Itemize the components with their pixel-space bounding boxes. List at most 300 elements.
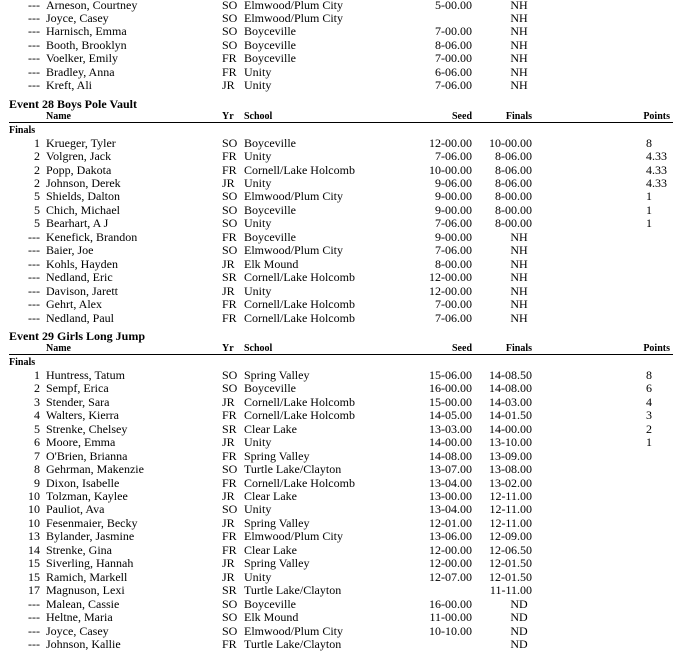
place-cell: --- [28,243,40,258]
school-cell: Unity [244,176,272,190]
seed-mark: 13-04.00 [429,475,472,490]
place-cell: 2 [34,176,40,190]
athlete-name: Ramich, Markell [46,569,128,584]
year-cell: SO [222,596,238,611]
school-cell: Elmwood/Plum City [244,0,344,12]
place-cell: --- [28,297,40,312]
points-cell: 3 [646,408,652,423]
place-cell: 4 [34,408,40,423]
school-cell: Boyceville [244,381,296,396]
athlete-name: Siverling, Hannah [46,556,134,571]
athlete-name: Malean, Cassie [46,596,120,611]
final-mark: NH [510,24,528,39]
seed-mark: 12-00.00 [429,283,472,298]
athlete-name: Stender, Sara [46,394,110,409]
school-cell: Elmwood/Plum City [244,529,344,544]
athlete-name: Bradley, Anna [46,64,115,79]
final-mark: NH [510,256,528,271]
school-cell: Cornell/Lake Holcomb [244,475,355,490]
final-mark: NH [510,78,528,93]
seed-mark: 7-06.00 [435,310,472,325]
points-cell: 8 [646,367,652,382]
final-mark: NH [510,0,528,12]
result-row [0,503,675,517]
final-mark: 8-00.00 [495,216,532,231]
seed-mark: 7-00.00 [435,297,472,312]
athlete-name: Bearhart, A J [46,216,109,231]
final-mark: 13-10.00 [489,435,532,450]
seed-mark: 13-04.00 [429,502,472,517]
final-mark: NH [510,283,528,298]
final-mark: 14-00.00 [489,421,532,436]
place-cell: 8 [34,462,40,477]
seed-mark: 15-00.00 [429,394,472,409]
athlete-name: Joyce, Casey [46,623,109,638]
year-cell: SO [222,502,238,517]
year-cell: SO [222,243,238,258]
final-mark: 13-08.00 [489,462,532,477]
seed-mark: 7-00.00 [435,24,472,39]
year-cell: FR [222,162,237,177]
result-row [0,244,675,258]
school-cell: Unity [244,283,272,298]
school-cell: Boyceville [244,202,296,217]
place-cell: --- [28,64,40,79]
school-cell: Elmwood/Plum City [244,10,344,25]
points-cell: 4.33 [646,162,667,177]
seed-mark: 12-00.00 [429,270,472,285]
place-cell: 14 [28,542,40,557]
final-mark: 13-02.00 [489,475,532,490]
school-cell: Unity [244,149,272,164]
result-row [0,382,675,396]
year-cell: FR [222,448,237,463]
year-cell: SO [222,216,238,231]
year-cell: SO [222,135,238,150]
seed-mark: 12-01.00 [429,515,472,530]
result-row [0,271,675,285]
year-cell: FR [222,297,237,312]
seed-mark: 8-06.00 [435,37,472,52]
school-cell: Boyceville [244,596,296,611]
place-cell: 1 [34,135,40,150]
athlete-name: Volgren, Jack [46,149,112,164]
athlete-name: Sempf, Erica [46,381,109,396]
final-mark: NH [510,51,528,66]
athlete-name: Fesenmaier, Becky [46,515,138,530]
place-cell: --- [28,310,40,325]
final-mark: 8-06.00 [495,176,532,190]
athlete-name: Arneson, Courtney [46,0,138,12]
athlete-name: Strenke, Gina [46,542,112,557]
school-cell: Boyceville [244,51,296,66]
school-cell: Unity [244,64,272,79]
school-cell: Spring Valley [244,367,310,382]
year-cell: JR [222,515,235,530]
result-row [0,217,675,231]
place-cell: --- [28,10,40,25]
place-cell: 3 [34,394,40,409]
seed-mark: 9-00.00 [435,229,472,244]
athlete-name: Johnson, Derek [46,176,121,190]
school-cell: Unity [244,435,272,450]
athlete-name: Huntress, Tatum [46,367,125,382]
place-cell: 10 [28,502,40,517]
seed-mark: 14-05.00 [429,408,472,423]
header-points: Points [643,110,670,122]
school-cell: Clear Lake [244,421,297,436]
athlete-name: Tolzman, Kaylee [46,489,128,503]
athlete-name: Joyce, Casey [46,10,109,25]
final-mark: 8-06.00 [495,162,532,177]
seed-mark: 13-03.00 [429,421,472,436]
year-cell: SO [222,367,238,382]
points-cell: 4.33 [646,149,667,164]
header-rule [9,122,673,123]
year-cell: SO [222,610,238,625]
result-row [0,150,675,164]
school-cell: Spring Valley [244,556,310,571]
place-cell: 6 [34,435,40,450]
final-mark: 8-06.00 [495,149,532,164]
final-mark: 12-11.00 [489,502,532,517]
year-cell: JR [222,394,235,409]
athlete-name: Kenefick, Brandon [46,229,138,244]
year-cell: SO [222,0,238,12]
school-cell: Spring Valley [244,448,310,463]
school-cell: Elk Mound [244,610,299,625]
school-cell: Unity [244,216,272,231]
seed-mark: 13-07.00 [429,462,472,477]
result-row [0,436,675,450]
final-mark: 10-00.00 [489,135,532,150]
place-cell: --- [28,51,40,66]
result-row [0,557,675,571]
final-mark: ND [510,636,528,651]
points-cell: 4.33 [646,176,667,190]
year-cell: JR [222,435,235,450]
place-cell: --- [28,270,40,285]
school-cell: Boyceville [244,135,296,150]
seed-mark: 12-00.00 [429,135,472,150]
result-row [0,611,675,625]
final-mark: NH [510,10,528,25]
seed-mark: 8-00.00 [435,256,472,271]
final-mark: NH [510,229,528,244]
place-cell: 5 [34,216,40,231]
athlete-name: Moore, Emma [46,435,116,450]
header-school: School [244,342,273,354]
seed-mark: 16-00.00 [429,596,472,611]
year-cell: SO [222,189,238,204]
place-cell: --- [28,596,40,611]
seed-mark: 12-07.00 [429,569,472,584]
place-cell: --- [28,610,40,625]
final-mark: 12-11.00 [489,489,532,503]
final-mark: NH [510,243,528,258]
athlete-name: Walters, Kierra [46,408,119,423]
athlete-name: Gehrman, Makenzie [46,462,144,477]
place-cell: 15 [28,556,40,571]
athlete-name: Harnisch, Emma [46,24,127,39]
final-mark: 12-01.50 [489,556,532,571]
header-points: Points [643,342,670,354]
seed-mark: 10-00.00 [429,162,472,177]
athlete-name: Kreft, Ali [46,78,92,93]
place-cell: 5 [34,189,40,204]
header-seed: Seed [452,342,472,354]
seed-mark: 7-06.00 [435,243,472,258]
athlete-name: Krueger, Tyler [46,135,116,150]
place-cell: 10 [28,489,40,503]
year-cell: JR [222,489,235,503]
school-cell: Cornell/Lake Holcomb [244,310,355,325]
header-name: Name [46,342,71,354]
final-mark: 12-06.50 [489,542,532,557]
year-cell: SO [222,24,238,39]
points-cell: 2 [646,421,652,436]
year-cell: JR [222,176,235,190]
points-cell: 8 [646,135,652,150]
place-cell: --- [28,256,40,271]
athlete-name: Nedland, Paul [46,310,114,325]
year-cell: FR [222,475,237,490]
result-row [0,530,675,544]
year-cell: FR [222,64,237,79]
seed-mark: 7-06.00 [435,149,472,164]
event-title: Event 29 Girls Long Jump [9,328,146,343]
year-cell: FR [222,229,237,244]
seed-mark: 11-00.00 [429,610,472,625]
athlete-name: Heltne, Maria [46,610,113,625]
final-mark: 12-11.00 [489,515,532,530]
points-cell: 6 [646,381,652,396]
place-cell: 9 [34,475,40,490]
year-cell: FR [222,310,237,325]
school-cell: Unity [244,78,272,93]
place-cell: 10 [28,515,40,530]
header-finals: Finals [505,110,532,122]
athlete-name: Nedland, Eric [46,270,113,285]
seed-mark: 9-00.00 [435,202,472,217]
result-row [0,312,675,326]
athlete-name: Davison, Jarett [46,283,118,298]
year-cell: JR [222,256,235,271]
section-label: Finals [9,356,36,368]
result-row [0,66,675,80]
section-label: Finals [9,124,36,136]
final-mark: 8-00.00 [495,202,532,217]
seed-mark: 6-06.00 [435,64,472,79]
seed-mark: 10-10.00 [429,623,472,638]
final-mark: 8-00.00 [495,189,532,204]
place-cell: --- [28,636,40,651]
school-cell: Elmwood/Plum City [244,189,344,204]
points-cell: 1 [646,216,652,231]
athlete-name: Shields, Dalton [46,189,120,204]
header-name: Name [46,110,71,122]
final-mark: 13-09.00 [489,448,532,463]
athlete-name: O'Brien, Brianna [46,448,128,463]
place-cell: --- [28,78,40,93]
year-cell: SR [222,270,237,285]
header-rule [9,354,673,355]
event-title: Event 28 Boys Pole Vault [9,96,138,111]
year-cell: FR [222,529,237,544]
final-mark: NH [510,297,528,312]
athlete-name: Pauliot, Ava [46,502,105,517]
result-row [0,409,675,423]
year-cell: FR [222,149,237,164]
place-cell: --- [28,37,40,52]
year-cell: SO [222,623,238,638]
final-mark: NH [510,64,528,79]
seed-mark: 14-08.00 [429,448,472,463]
year-cell: JR [222,569,235,584]
school-cell: Cornell/Lake Holcomb [244,162,355,177]
year-cell: FR [222,636,237,651]
place-cell: 1 [34,367,40,382]
seed-mark: 7-00.00 [435,51,472,66]
year-cell: SO [222,37,238,52]
place-cell: --- [28,623,40,638]
final-mark: 11-11.00 [489,583,532,598]
points-cell: 1 [646,189,652,204]
athlete-name: Chich, Michael [46,202,120,217]
final-mark: ND [510,610,528,625]
athlete-name: Kohls, Hayden [46,256,118,271]
final-mark: 12-09.00 [489,529,532,544]
final-mark: 14-08.00 [489,381,532,396]
year-cell: SO [222,202,238,217]
place-cell: 5 [34,421,40,436]
year-cell: FR [222,542,237,557]
year-cell: JR [222,78,235,93]
final-mark: 14-01.50 [489,408,532,423]
place-cell: --- [28,283,40,298]
seed-mark: 12-00.00 [429,556,472,571]
final-mark: 14-08.50 [489,367,532,382]
result-row [0,584,675,598]
school-cell: Cornell/Lake Holcomb [244,270,355,285]
final-mark: 12-01.50 [489,569,532,584]
place-cell: --- [28,0,40,12]
seed-mark: 13-06.00 [429,529,472,544]
place-cell: 2 [34,381,40,396]
header-yr: Yr [222,342,234,354]
place-cell: --- [28,24,40,39]
athlete-name: Strenke, Chelsey [46,421,128,436]
points-cell: 4 [646,394,652,409]
place-cell: 13 [28,529,40,544]
header-yr: Yr [222,110,234,122]
header-finals: Finals [505,342,532,354]
year-cell: FR [222,408,237,423]
seed-mark: 7-06.00 [435,78,472,93]
school-cell: Unity [244,569,272,584]
place-cell: 15 [28,569,40,584]
seed-mark: 12-00.00 [429,542,472,557]
school-cell: Clear Lake [244,489,297,503]
result-row [0,463,675,477]
school-cell: Elk Mound [244,256,299,271]
school-cell: Unity [244,502,272,517]
school-cell: Clear Lake [244,542,297,557]
year-cell: SR [222,421,237,436]
result-row [0,638,675,652]
school-cell: Elmwood/Plum City [244,243,344,258]
final-mark: ND [510,596,528,611]
result-row [0,298,675,312]
athlete-name: Booth, Brooklyn [46,37,127,52]
school-cell: Cornell/Lake Holcomb [244,394,355,409]
final-mark: NH [510,37,528,52]
school-cell: Boyceville [244,24,296,39]
athlete-name: Baier, Joe [46,243,94,258]
athlete-name: Bylander, Jasmine [46,529,135,544]
seed-mark: 13-00.00 [429,489,472,503]
year-cell: SO [222,381,238,396]
result-row [0,52,675,66]
year-cell: SO [222,10,238,25]
final-mark: NH [510,270,528,285]
result-row [0,190,675,204]
athlete-name: Magnuson, Lexi [46,583,125,598]
school-cell: Boyceville [244,37,296,52]
final-mark: ND [510,623,528,638]
year-cell: FR [222,51,237,66]
points-cell: 1 [646,435,652,450]
seed-mark: 9-06.00 [435,176,472,190]
header-school: School [244,110,273,122]
school-cell: Turtle Lake/Clayton [244,583,342,598]
place-cell: 5 [34,202,40,217]
school-cell: Spring Valley [244,515,310,530]
points-cell: 1 [646,202,652,217]
seed-mark: 7-06.00 [435,216,472,231]
seed-mark: 15-06.00 [429,367,472,382]
athlete-name: Johnson, Kallie [46,636,121,651]
final-mark: 14-03.00 [489,394,532,409]
seed-mark: 5-00.00 [435,0,472,12]
year-cell: SR [222,583,237,598]
result-row [0,25,675,39]
place-cell: 2 [34,162,40,177]
header-seed: Seed [452,110,472,122]
school-cell: Turtle Lake/Clayton [244,462,342,477]
seed-mark: 14-00.00 [429,435,472,450]
place-cell: 2 [34,149,40,164]
athlete-name: Gehrt, Alex [46,297,102,312]
place-cell: --- [28,229,40,244]
school-cell: Boyceville [244,229,296,244]
result-row [0,625,675,639]
seed-mark: 9-00.00 [435,189,472,204]
year-cell: JR [222,556,235,571]
athlete-name: Voelker, Emily [46,51,118,66]
school-cell: Cornell/Lake Holcomb [244,297,355,312]
athlete-name: Dixon, Isabelle [46,475,120,490]
athlete-name: Popp, Dakota [46,162,112,177]
place-cell: 17 [28,583,40,598]
result-row [0,79,675,93]
seed-mark: 16-00.00 [429,381,472,396]
year-cell: SO [222,462,238,477]
school-cell: Cornell/Lake Holcomb [244,408,355,423]
school-cell: Turtle Lake/Clayton [244,636,342,651]
place-cell: 7 [34,448,40,463]
school-cell: Elmwood/Plum City [244,623,344,638]
